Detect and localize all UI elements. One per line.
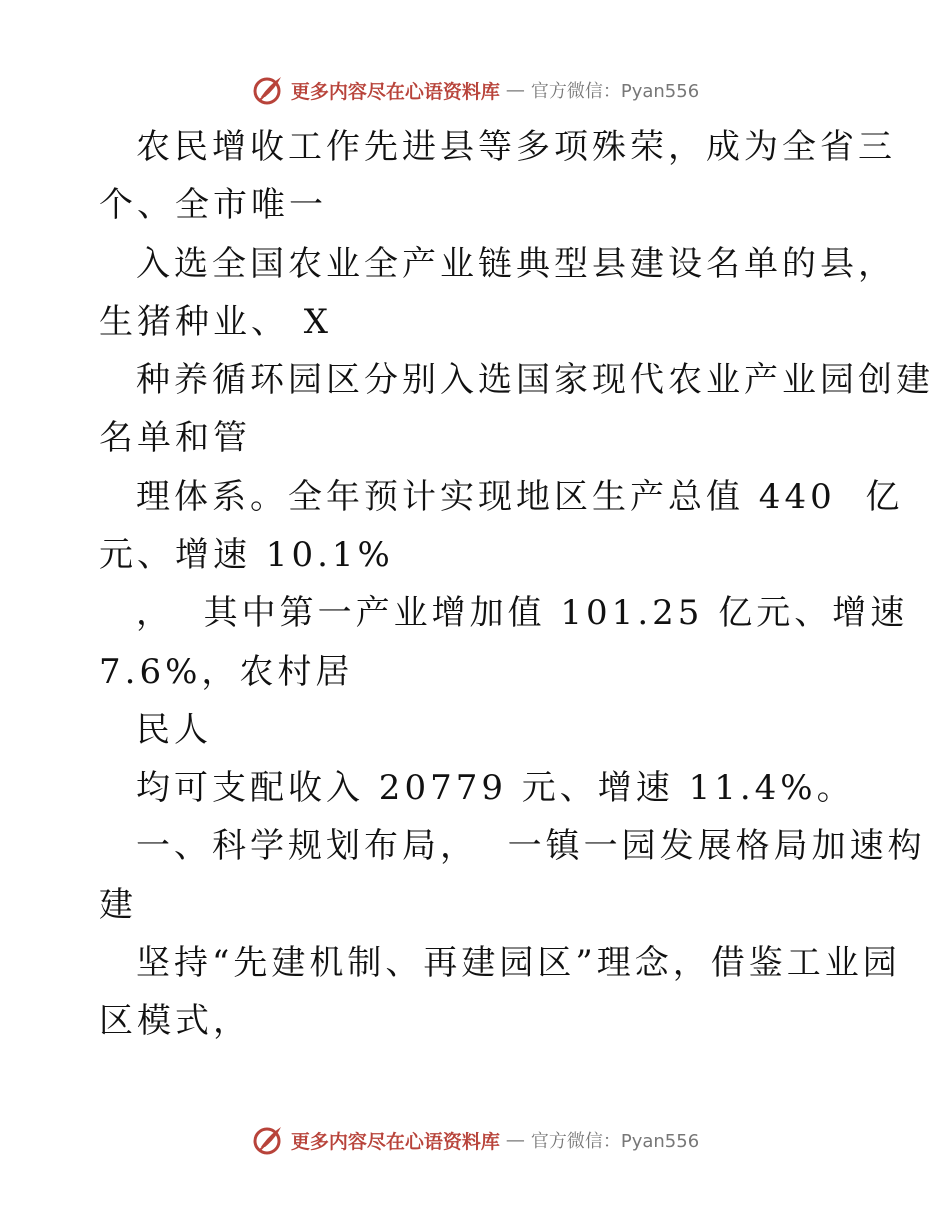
- watermark-wechat: 官方微信：Pyan556: [530, 1131, 700, 1152]
- text-line: 个、全市唯一: [99, 185, 327, 225]
- text-line: 入选全国农业全产业链典型县建设名单的县，: [136, 244, 896, 284]
- text-line: 名单和管: [99, 418, 251, 458]
- watermark-footer: [0, 1118, 950, 1162]
- text-line: 元、增速 10.1%: [99, 535, 394, 575]
- text-line: 建: [99, 885, 137, 925]
- text-line: 7.6%，农村居: [99, 652, 354, 692]
- feather-logo-icon: [251, 1123, 285, 1157]
- text-line: 民人: [136, 710, 212, 750]
- text-line: 均可支配收入 20779 元、增速 11.4%。: [136, 768, 855, 808]
- text-line: 种养循环园区分别入选国家现代农业产业园创建: [136, 360, 934, 400]
- feather-logo-icon: [251, 73, 285, 107]
- watermark-separator: —: [505, 1129, 525, 1151]
- text-line: 坚持“先建机制、再建园区”理念，借鉴工业园: [136, 943, 901, 983]
- watermark-separator: —: [505, 79, 525, 101]
- text-line: 理体系。全年预计实现地区生产总值 440 亿: [136, 477, 904, 517]
- text-line: 农民增收工作先进县等多项殊荣，成为全省三: [136, 127, 896, 167]
- text-line: ， 其中第一产业增加值 101.25 亿元、增速: [136, 593, 909, 633]
- text-line: 生猪种业、 X: [99, 302, 333, 342]
- text-line: 一、科学规划布局， 一镇一园发展格局加速构: [136, 826, 926, 866]
- watermark-wechat: 官方微信：Pyan556: [530, 81, 700, 102]
- text-line: 区模式，: [99, 1001, 251, 1041]
- watermark-text: 更多内容尽在心语资料库: [290, 80, 500, 103]
- watermark-text: 更多内容尽在心语资料库: [290, 1130, 500, 1153]
- watermark-header: [0, 68, 950, 112]
